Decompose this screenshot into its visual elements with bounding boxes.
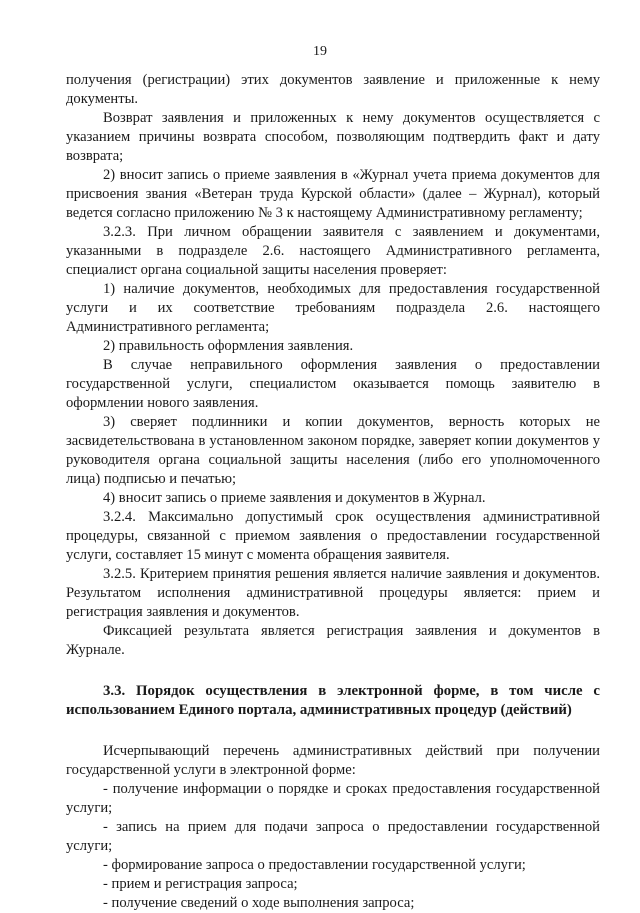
- paragraph-verify-originals: 3) сверяет подлинники и копии документов, верность которых не засвидетельствована в установленном законом порядке, заверяет копии документов у руководителя органа социальной защиты населения (либо его уполномоченного лица) подписью и печатью;: [66, 414, 600, 487]
- paragraph-continuation: получения (регистрации) этих документов заявление и приложенные к нему документы.: [66, 72, 600, 107]
- list-item: - запись на прием для подачи запроса о предоставлении государственной услуги;: [66, 819, 600, 854]
- paragraph-wrong-form: В случае неправильного оформления заявления о предоставлении государственной услуги, специалистом оказывается помощь заявителю в оформлении нового заявления.: [66, 357, 600, 411]
- document-body: [66, 71, 600, 913]
- paragraph-return-of-application: Возврат заявления и приложенных к нему документов осуществляется с указанием причины возврата способом, позволяющим подтвердить факт и дату возврата;: [66, 110, 600, 164]
- paragraph-3-2-4: 3.2.4. Максимально допустимый срок осуществления административной процедуры, связанной с приемом заявления о предоставлении государственной услуги, составляет 15 минут с момента обращения заявителя.: [66, 509, 600, 563]
- paragraph-journal-record: 4) вносит запись о приеме заявления и документов в Журнал.: [103, 490, 486, 506]
- paragraph-check-form: 2) правильность оформления заявления.: [103, 338, 354, 354]
- list-item: - получение сведений о ходе выполнения запроса;: [103, 895, 415, 911]
- paragraph-fixation: Фиксацией результата является регистрация заявления и документов в Журнале.: [66, 623, 600, 658]
- list-item: - получение информации о порядке и сроках предоставления государственной услуги;: [66, 781, 600, 816]
- paragraph-journal-entry: 2) вносит запись о приеме заявления в «Журнал учета приема документов для присвоения звания «Ветеран труда Курской области» (далее – Журнал), который ведется согласно приложению № 3 к настоящему Административному регламенту;: [66, 167, 600, 221]
- paragraph-check-documents: 1) наличие документов, необходимых для предоставления государственной услуги и их соответствие требованиям подраздела 2.6. настоящего Административного регламента;: [66, 281, 600, 335]
- list-item: - прием и регистрация запроса;: [103, 876, 298, 892]
- paragraph-action-list-intro: Исчерпывающий перечень административных действий при получении государственной услуги в электронной форме:: [66, 743, 600, 778]
- page-number: 19: [313, 44, 327, 59]
- list-item: - формирование запроса о предоставлении государственной услуги;: [103, 857, 526, 873]
- section-heading-3-3: 3.3. Порядок осуществления в электронной форме, в том числе с использованием Единого портала, административных процедур (действий): [66, 683, 600, 718]
- paragraph-3-2-5: 3.2.5. Критерием принятия решения является наличие заявления и документов. Результатом исполнения административной процедуры является: прием и регистрация заявления и документов.: [66, 566, 600, 620]
- paragraph-3-2-3: 3.2.3. При личном обращении заявителя с заявлением и документами, указанными в подразделе 2.6. настоящего Административного регламента, специалист органа социальной защиты населения проверяет:: [66, 224, 600, 278]
